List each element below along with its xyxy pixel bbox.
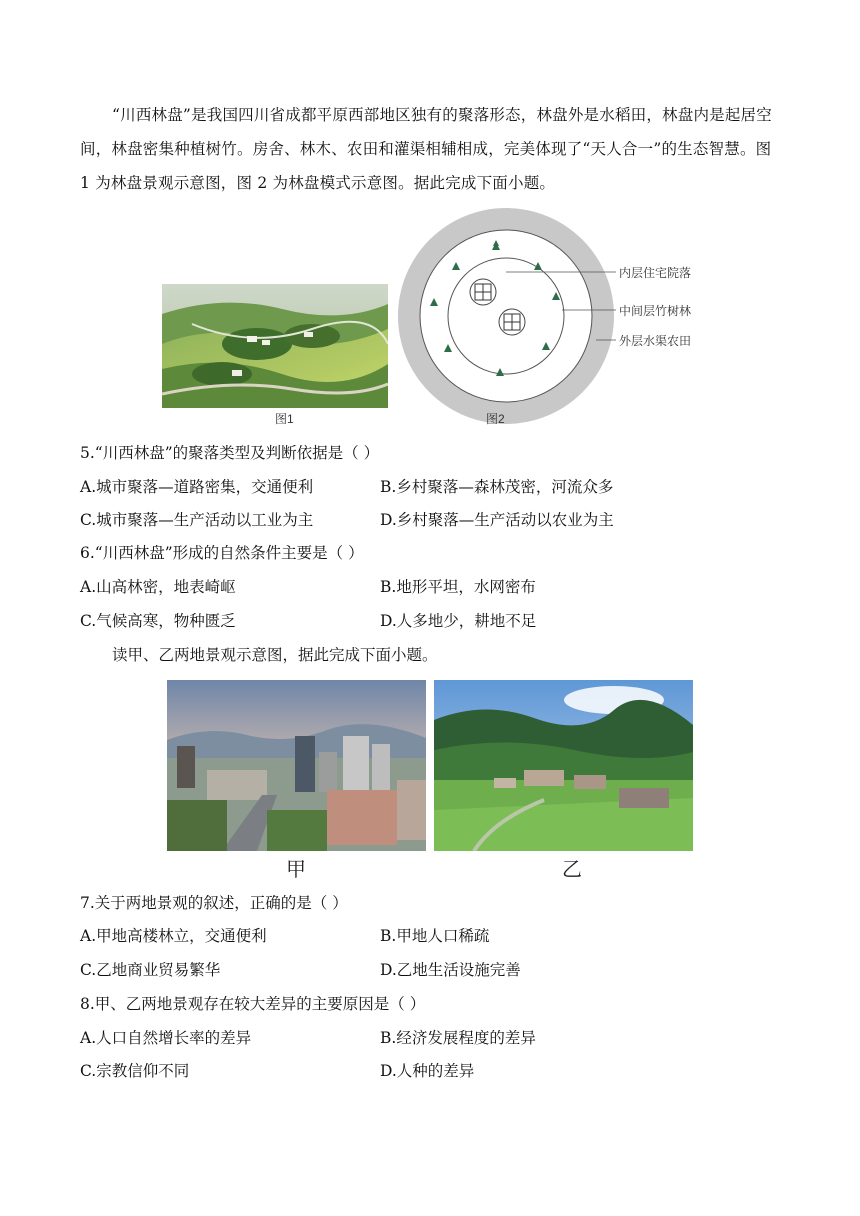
question-7-stem: 7.关于两地景观的叙述，正确的是（ ） (80, 894, 348, 912)
diagram-label-inner: 内层住宅院落 (619, 266, 692, 280)
q5-option-c: C.城市聚落—生产活动以工业为主 (80, 511, 314, 529)
q5-option-d: D.乡村聚落—生产活动以农业为主 (380, 511, 614, 529)
q7-option-d: D.乙地生活设施完善 (380, 961, 521, 979)
q6-option-c: C.气候高寒，物种匮乏 (80, 612, 236, 630)
intro2-text: 读甲、乙两地景观示意图，据此完成下面小题。 (112, 646, 438, 664)
diagram-label-outer: 外层水渠农田 (619, 334, 692, 348)
q8-option-d: D.人种的差异 (380, 1062, 475, 1080)
intro-paragraph (80, 98, 784, 200)
q8-option-b: B.经济发展程度的差异 (380, 1029, 536, 1047)
question-8-stem: 8.甲、乙两地景观存在较大差异的主要原因是（ ） (80, 995, 426, 1013)
figure1-aerial-photo (162, 284, 388, 408)
q8-option-c: C.宗教信仰不同 (80, 1062, 190, 1080)
photo-city (167, 680, 426, 851)
q6-option-d: D.人多地少，耕地不足 (380, 612, 537, 630)
figure2-caption: 图2 (486, 412, 505, 426)
photo-village-caption: 乙 (562, 857, 582, 881)
figure1-caption: 图1 (275, 412, 294, 426)
q8-option-a: A.人口自然增长率的差异 (80, 1029, 252, 1047)
photo-city-caption: 甲 (286, 857, 306, 881)
intro-text: “川西林盘”是我国四川省成都平原西部地区独有的聚落形态，林盘外是水稻田，林盘内是起居空间，林盘密集种植树竹。房舍、林木、农田和灌渠相辅相成，完美体现了“天人合一”的生态智慧。图 1 为林盘景观示意图，图 2 为林盘模式示意图。据此完成下面小题。 (80, 106, 772, 192)
q7-option-a: A.甲地高楼林立，交通便利 (80, 927, 267, 945)
q7-option-b: B.甲地人口稀疏 (380, 927, 490, 945)
question-5-stem: 5.“川西林盘”的聚落类型及判断依据是（ ） (80, 444, 380, 462)
q7-option-c: C.乙地商业贸易繁华 (80, 961, 221, 979)
q5-option-a: A.城市聚落—道路密集，交通便利 (80, 478, 314, 496)
question-6-stem: 6.“川西林盘”形成的自然条件主要是（ ） (80, 544, 364, 562)
q6-option-a: A.山高林密，地表崎岖 (80, 578, 236, 596)
q6-option-b: B.地形平坦，水网密布 (380, 578, 536, 596)
diagram-label-middle: 中间层竹树林 (619, 304, 692, 318)
photo-village (434, 680, 693, 851)
q5-option-b: B.乡村聚落—森林茂密，河流众多 (380, 478, 614, 496)
